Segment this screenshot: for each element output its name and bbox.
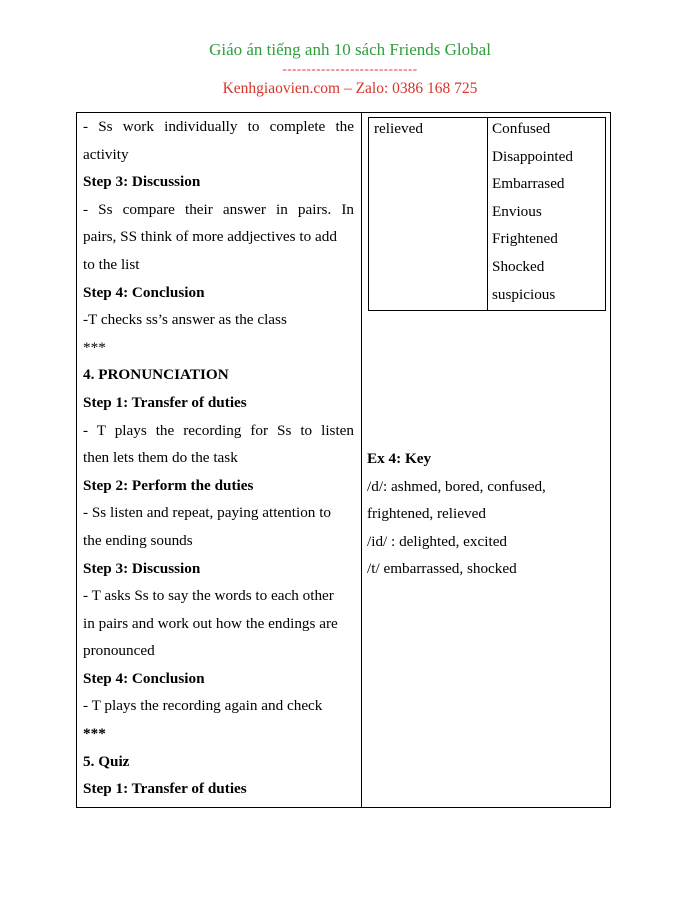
- procedure-line: the ending sounds: [83, 531, 193, 549]
- contact-line: Kenhgiaovien.com – Zalo: 0386 168 725: [222, 80, 478, 97]
- procedure-column: [83, 113, 354, 803]
- step-heading: Step 3: Discussion: [83, 559, 201, 577]
- procedure-line: - Ss work individually to complete the: [83, 118, 354, 135]
- procedure-line: -T checks ss’s answer as the class: [83, 311, 287, 329]
- procedure-line: - T asks Ss to say the words to each other: [83, 587, 334, 605]
- procedure-line: pairs, SS think of more addjectives to add: [83, 228, 337, 246]
- vocabulary-left-column: [374, 115, 423, 143]
- vocabulary-word: Envious: [492, 202, 542, 220]
- vocabulary-word: Embarrased: [492, 175, 565, 193]
- procedure-line: - Ss listen and repeat, paying attention to: [83, 504, 332, 522]
- separator-stars: ***: [83, 725, 106, 743]
- answer-key-line: /id/ : delighted, excited: [367, 532, 508, 550]
- answer-key-line: /d/: ashmed, bored, confused,: [367, 477, 546, 495]
- vocabulary-table: [368, 117, 606, 311]
- vocabulary-word: suspicious: [492, 285, 556, 303]
- procedure-line: - T plays the recording again and check: [83, 697, 323, 715]
- vocabulary-word: Disappointed: [492, 147, 573, 165]
- vocabulary-word: Frightened: [492, 230, 558, 248]
- vocabulary-word: Confused: [492, 120, 551, 137]
- procedure-line: in pairs and work out how the endings are: [83, 614, 338, 632]
- vocabulary-word: Shocked: [492, 257, 545, 275]
- vocabulary-right-column: [492, 115, 573, 308]
- procedure-line: to the list: [83, 255, 140, 273]
- lesson-table: [76, 112, 611, 808]
- column-divider: [361, 113, 362, 807]
- answer-key: [367, 445, 607, 583]
- separator-stars: ***: [83, 338, 106, 356]
- vocabulary-word: relieved: [374, 120, 423, 137]
- procedure-line: - Ss compare their answer in pairs. In: [83, 200, 354, 218]
- header-divider: ----------------------------: [282, 61, 418, 76]
- answer-key-line: /t/ embarrassed, shocked: [367, 560, 517, 578]
- procedure-line: activity: [83, 145, 129, 163]
- section-heading: 5. Quiz: [83, 752, 130, 770]
- procedure-line: pronounced: [83, 642, 155, 660]
- procedure-line: - T plays the recording for Ss to listen: [83, 421, 354, 439]
- procedure-line: then lets them do the task: [83, 449, 238, 467]
- step-heading: Step 3: Discussion: [83, 173, 201, 191]
- step-heading: Step 2: Perform the duties: [83, 476, 254, 494]
- step-heading: Step 4: Conclusion: [83, 283, 205, 301]
- document-title: Giáo án tiếng anh 10 sách Friends Global: [209, 40, 491, 59]
- answer-key-heading: Ex 4: Key: [367, 450, 432, 467]
- vocabulary-column-divider: [487, 118, 488, 310]
- step-heading: Step 1: Transfer of duties: [83, 780, 247, 798]
- answer-key-line: frightened, relieved: [367, 505, 486, 523]
- section-heading: 4. PRONUNCIATION: [83, 366, 229, 384]
- step-heading: Step 4: Conclusion: [83, 669, 205, 687]
- step-heading: Step 1: Transfer of duties: [83, 393, 247, 411]
